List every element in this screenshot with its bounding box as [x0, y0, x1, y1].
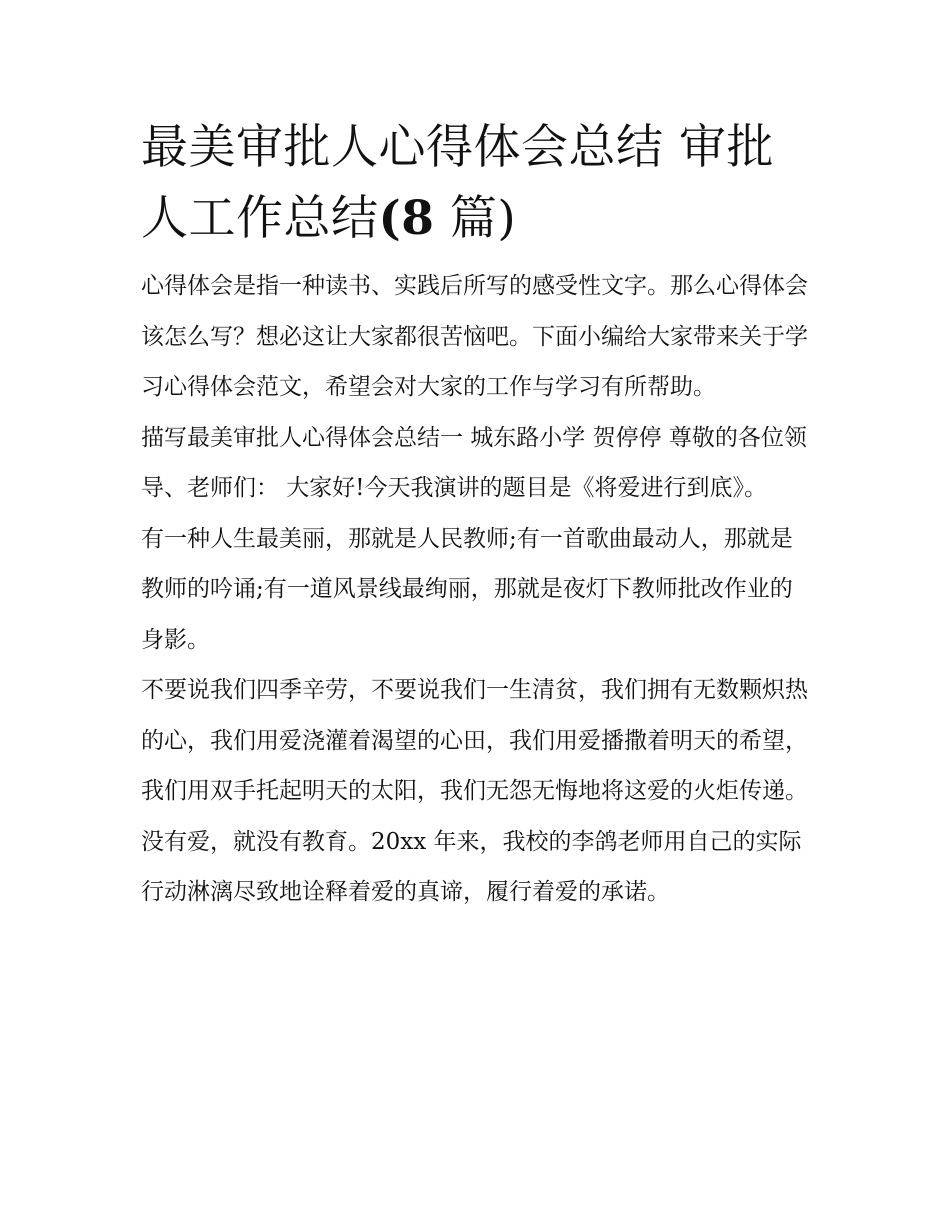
paragraph-teacher-praise: 有一种人生最美丽，那就是人民教师;有一首歌曲最动人，那就是教师的吟诵;有一道风景线最绚丽，那就是夜灯下教师批改作业的身影。 — [141, 525, 793, 653]
title-text-main: 最美审批人心得体会总结 审批人工作总结 — [141, 120, 774, 246]
paragraph-love-education: 没有爱，就没有教育。20xx 年来，我校的李鸽老师用自己的实际行动淋漓尽致地诠释着爱的真谛，履行着爱的承诺。 — [141, 828, 802, 905]
title-text-count: (8 — [378, 191, 435, 246]
paragraph-intro: 心得体会是指一种读书、实践后所写的感受性文字。那么心得体会该怎么写？想必这让大家都很苦恼吧。下面小编给大家带来关于学习心得体会范文，希望会对大家的工作与学习有所帮助。 — [141, 273, 808, 400]
paragraph-list — [141, 261, 813, 918]
paragraph-speech-opening: 描写最美审批人心得体会总结一 城东路小学 贺停停 尊敬的各位领导、老师们： 大家好!今天我演讲的题目是《将爱进行到底》。 — [141, 424, 807, 501]
paragraph-teacher-devotion: 不要说我们四季辛劳，不要说我们一生清贫，我们拥有无数颗炽热的心，我们用爱浇灌着渴望的心田，我们用爱播撒着明天的希望，我们用双手托起明天的太阳，我们无怨无悔地将这爱的火炬传递。 — [141, 677, 808, 804]
document-content — [141, 112, 813, 918]
document-title — [141, 112, 813, 254]
title-text-suffix: 篇) — [434, 191, 517, 246]
